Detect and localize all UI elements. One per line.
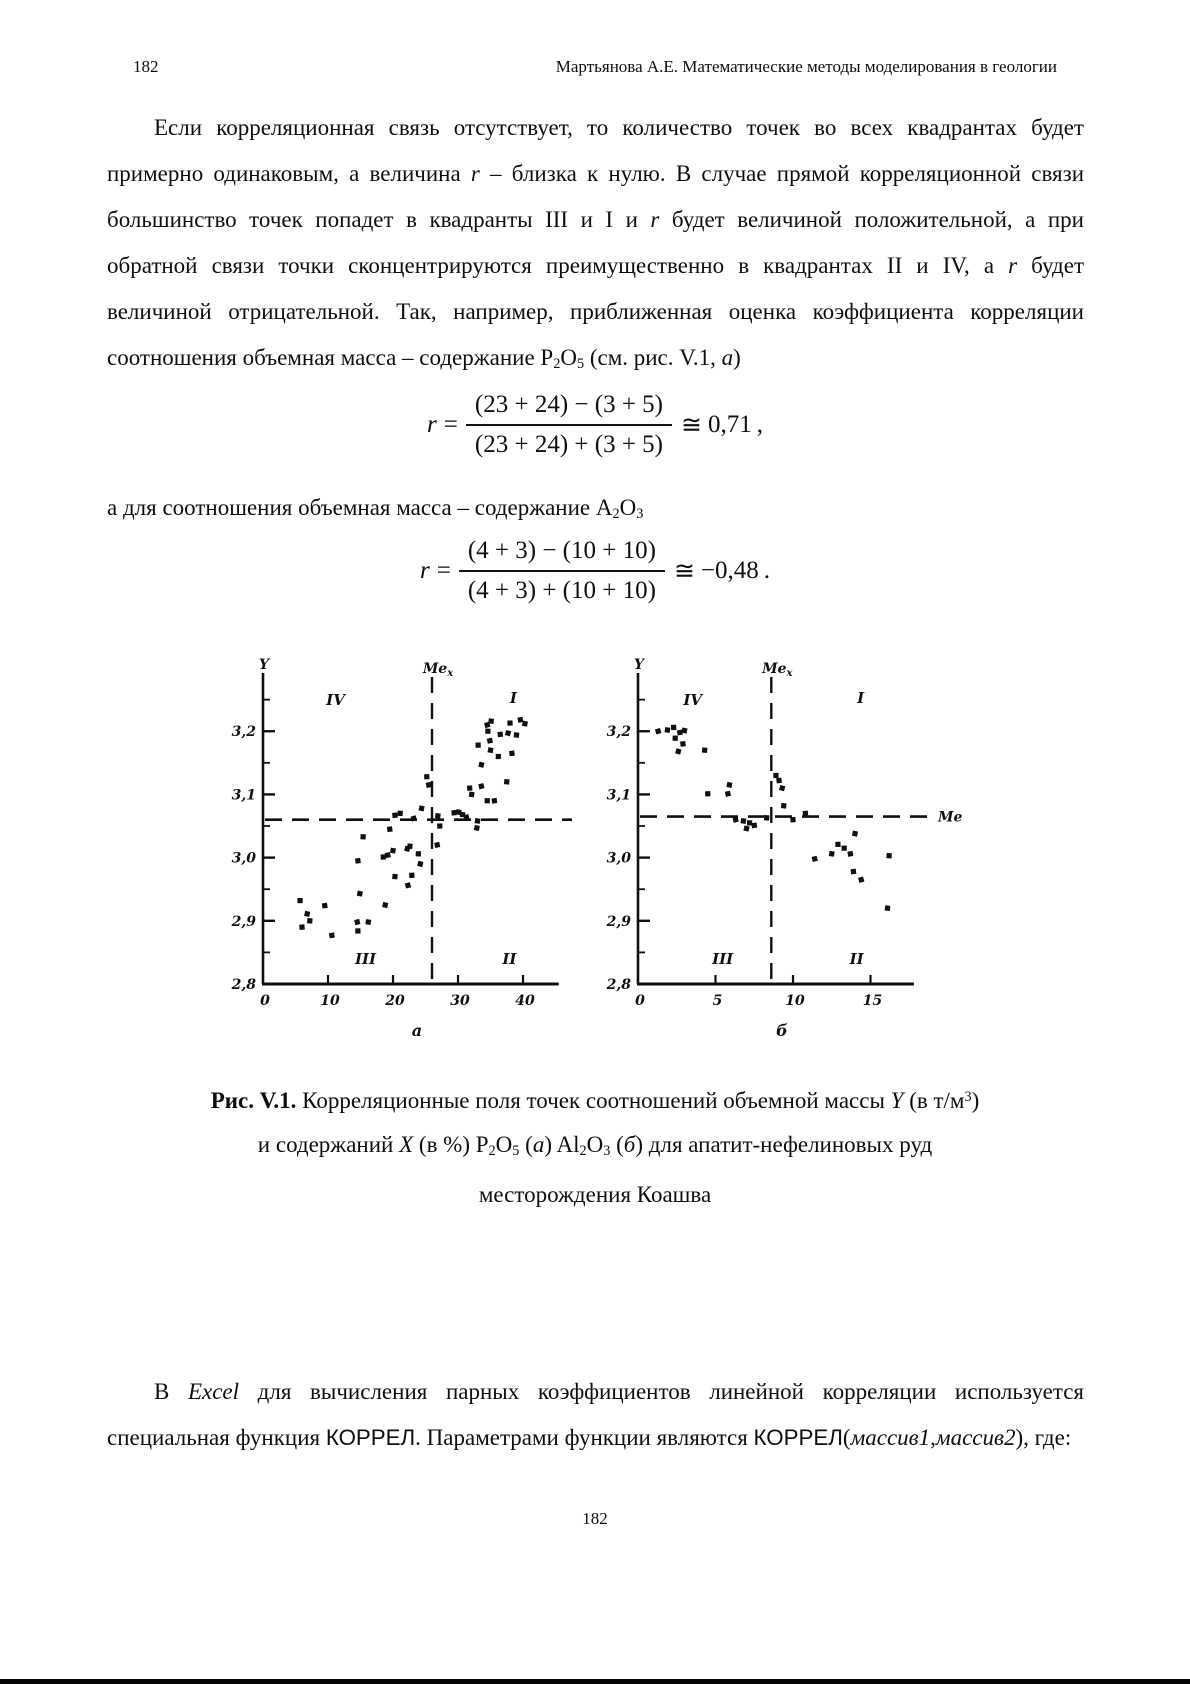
data-point [329,932,335,938]
formula-fraction [459,537,665,605]
caption-line-3: месторождения Коашва [478,1181,712,1207]
data-point [475,742,480,747]
quadrant-label: I [857,689,865,707]
text-run: 5 [512,1142,520,1159]
x-tick-label: 0 [260,993,270,1009]
figure-v1 [0,657,1190,1057]
data-point [885,905,891,911]
running-title: Мартьянова А.Е. Математические методы моделирования в геологии [555,57,1057,76]
text-run: а [532,1132,545,1158]
data-point [434,842,440,848]
data-point [504,779,510,785]
x-tick-label: 30 [450,993,470,1009]
data-point [392,812,398,818]
data-point [407,843,413,849]
approx-symbol: ≅ [681,412,702,439]
data-point [485,729,490,734]
figure-caption [120,1075,1070,1217]
data-point [385,852,391,858]
data-point [426,782,432,788]
data-point [858,877,864,883]
formula-lhs: r [419,557,430,584]
text-run: ) Al [544,1132,580,1158]
x-tick-label: 20 [385,993,405,1009]
y-tick-label: 2,9 [606,913,631,930]
data-point [514,732,520,738]
text-run: ( [519,1132,533,1158]
formula-equals: = [443,411,458,438]
text-run: r [470,161,480,186]
text-run: r [1008,253,1018,278]
text-run: ) для апатит-нефелиновых руд [635,1132,933,1158]
x-tick-label: 0 [635,993,645,1009]
data-point [487,738,493,744]
text-run: КОРРЕЛ [325,1424,416,1450]
text-run: 2 [553,355,561,372]
x-tick-label: 5 [712,993,723,1009]
body-paragraph-1 [107,105,1084,381]
data-point [829,851,835,857]
data-point [842,845,847,850]
data-point [467,785,473,791]
data-point [478,762,484,768]
data-point [304,911,310,917]
data-point [680,741,686,747]
data-point [322,903,328,909]
data-point [491,798,497,804]
formula-punctuation: . [763,557,770,584]
data-point [360,834,365,839]
text-run: r [650,207,660,232]
text-run: ) [733,345,741,370]
y-tick-label: 3,2 [231,724,256,741]
scan-edge-bar [0,1679,1190,1684]
data-point [705,791,710,796]
data-point [307,918,313,924]
data-point [665,727,671,733]
data-point [776,778,782,784]
data-point [673,735,678,740]
text-run: O [619,495,637,520]
text-run: (в т/м [903,1088,965,1114]
quadrant-label: II [502,950,517,968]
formula-result: −0,48 [700,557,759,584]
formula-fraction [466,391,672,459]
data-point [505,730,511,736]
data-point [509,750,515,756]
header-page-number: 182 [133,57,159,76]
data-point [675,748,681,754]
text-run: (см. рис. V.1, [584,345,722,370]
text-run: 2 [488,1142,496,1159]
x-tick-label: 15 [862,993,883,1009]
text-run: 3 [636,505,644,522]
data-point [387,826,393,832]
fraction-denominator: (23 + 24) + (3 + 5) [466,424,672,459]
data-point [764,815,770,821]
text-run: будет величиной отрицательной. Так, например, приближенная оценка коэффициента корреляции соотношения объемная масса – содержание P [107,253,1084,370]
y-tick-label: 3,2 [606,724,631,741]
data-point [451,810,457,816]
data-point [419,805,425,811]
median-x-label: $Ме_х$ [762,661,793,679]
data-point [522,721,528,727]
text-run: будет величиной положительной, а при обратной связи точки сконцентрируются преимущественно в квадрантах II и IV, а [107,207,1084,278]
data-point [497,731,503,737]
formula-correlation-p2o5 [0,391,1190,459]
data-point [355,858,361,864]
formula-equals: = [436,557,451,584]
formula-result: 0,71 [707,411,752,438]
page-header [133,0,1057,77]
quadrant-label: I [509,689,517,707]
data-point [365,919,371,925]
fraction-numerator: (4 + 3) − (10 + 10) [467,537,656,564]
text-run: X [399,1132,414,1158]
data-point [779,785,785,791]
data-point [485,798,490,803]
text-run: – близка к нулю. В случае прямой корреляционной связи большинство точек попадет в квадранты III и I и [107,161,1085,232]
data-point [390,848,396,854]
x-tick-label: 10 [320,993,340,1009]
text-run: (в %) P [413,1132,489,1158]
data-point [475,818,481,824]
quadrant-label: IV [683,691,702,709]
data-point [488,718,494,724]
data-point [725,791,731,797]
data-point [835,842,840,847]
text-run: для вычисления парных коэффициентов линейной корреляции используется специальная функция [107,1378,1085,1450]
text-run: O [560,345,577,370]
data-point [435,813,441,819]
data-point [299,924,305,930]
quadrant-label: III [712,950,734,968]
y-tick-label: 2,9 [231,913,256,930]
data-point [726,782,732,788]
y-tick-label: 2,8 [606,977,631,993]
text-run: КОРРЕЛ [753,1424,843,1450]
y-axis-label: Y [634,657,644,673]
data-point [852,831,858,837]
data-point [702,747,708,753]
data-point [357,891,363,897]
data-point [751,822,757,828]
text-run: и содержаний [257,1132,400,1158]
data-point [747,820,752,825]
data-point [474,825,480,831]
data-point [851,869,857,875]
text-run: O [495,1132,513,1158]
y-tick-label: 3,0 [231,850,256,867]
text-run: ) [971,1088,980,1114]
data-point [354,919,360,925]
text-run: ), где: [1015,1424,1072,1450]
data-point [424,774,429,779]
text-run: 5 [576,355,585,372]
y-tick-label: 3,1 [231,787,256,804]
data-point [469,791,475,797]
formula-lhs: r [427,411,437,438]
data-point [417,861,423,867]
data-point [681,728,687,734]
quadrant-label: III [354,950,377,968]
data-point [478,783,484,789]
data-point [812,856,818,862]
data-point [847,851,853,857]
y-tick-label: 3,1 [606,787,631,804]
text-run: Если корреляционная связь отсутствует, то количество точек во всех квадрантах будет примерно одинаковым, а величина [107,115,1084,186]
text-run: . Параметрами функции являются [415,1424,754,1450]
median-y-label: Ме [938,809,963,826]
scatter-plot-b [558,657,1008,1055]
text-run: а для соотношения объемная масса – содержание A [107,495,613,520]
data-point [405,882,411,888]
data-point [517,717,523,723]
data-point [655,728,661,734]
text-run: ( [842,1424,851,1450]
fraction-denominator: (4 + 3) + (10 + 10) [459,570,665,605]
text-run: ( [610,1132,624,1158]
text-run: Excel [187,1378,240,1404]
data-point [740,818,746,824]
quadrant-label: II [849,950,864,968]
data-point [507,720,512,725]
data-point [416,851,421,856]
data-point [382,902,388,908]
data-point [781,803,787,809]
text-run: O [586,1132,604,1158]
data-point [297,898,302,903]
panel-label: б [776,1021,788,1040]
text-run: 3 [603,1142,611,1159]
approx-symbol: ≅ [673,558,695,585]
data-point [671,725,676,730]
data-point [437,823,442,828]
data-point [392,874,398,880]
data-point [409,873,415,879]
data-point [790,817,796,823]
y-tick-label: 2,8 [231,977,256,993]
data-point [773,773,778,778]
y-tick-label: 3,0 [606,850,631,867]
data-point [487,747,493,753]
x-tick-label: 40 [515,993,535,1009]
text-run: В [154,1378,188,1404]
formula-punctuation: , [756,411,763,438]
data-point [803,811,809,817]
x-tick-label: 10 [785,993,805,1009]
panel-label: а [411,1021,423,1040]
data-point [496,754,501,759]
footer-page-number: 182 [582,1508,608,1528]
data-point [743,825,749,831]
data-point [397,811,402,816]
y-axis-label: Y [259,657,269,673]
scatter-plot-a [190,657,590,1055]
median-x-label: $Ме_х$ [422,661,454,679]
text-run: 2 [612,505,620,522]
text-run: Рис. V.1. [210,1088,297,1114]
text-run: Корреляционные поля точек соотношений объемной массы [296,1088,891,1114]
caption-line-2 [120,1123,1070,1173]
formula-correlation-al2o3 [0,537,1190,605]
text-run: массив1,массив2 [850,1424,1016,1450]
body-paragraph-between [107,485,1084,531]
data-point [355,928,360,933]
quadrant-label: IV [326,691,345,709]
text-run: б [623,1132,636,1158]
text-run: Y [890,1088,904,1114]
text-run: 2 [579,1142,587,1159]
data-point [886,853,891,858]
body-paragraph-2 [107,1369,1084,1461]
fraction-numerator: (23 + 24) − (3 + 5) [474,391,663,418]
text-run: а [721,345,734,370]
text-run: 3 [964,1089,972,1105]
caption-line-1 [120,1075,1070,1123]
